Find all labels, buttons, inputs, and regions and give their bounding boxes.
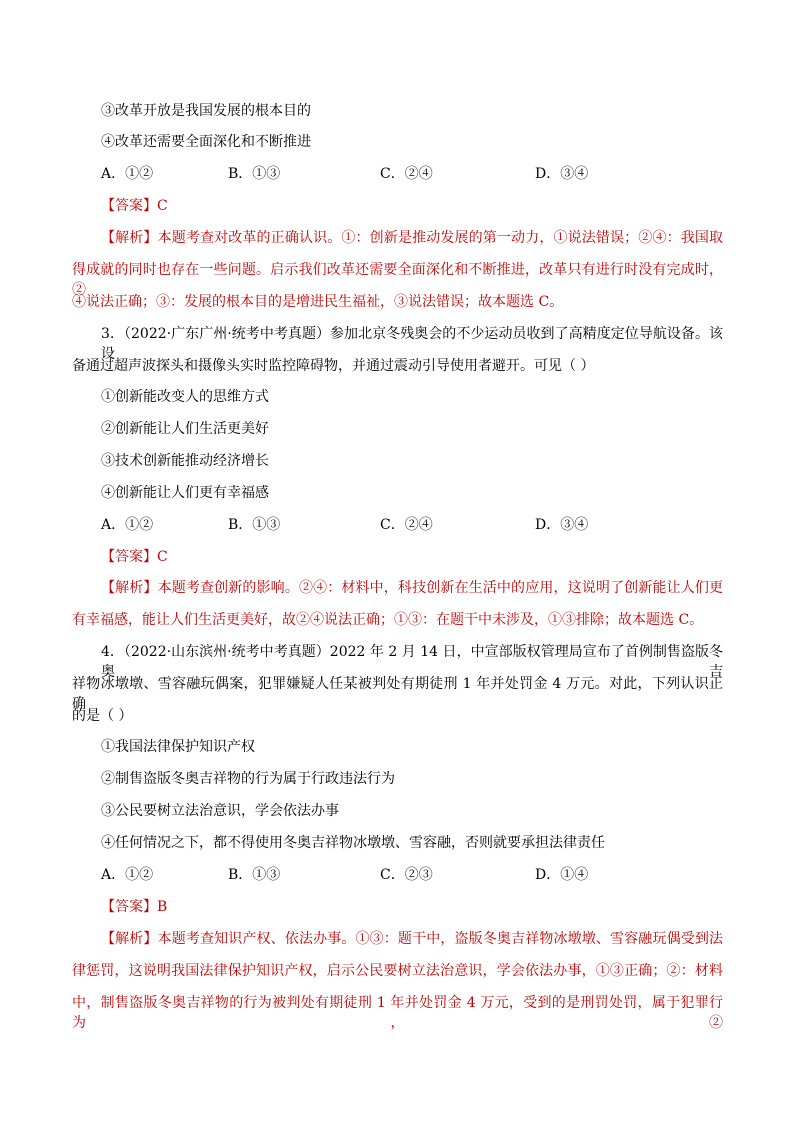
analysis-text: 本题考查知识产权、依法办事。①③：题干中，盗版冬奥吉祥物冰墩墩、雪容融玩偶受到法 (157, 931, 724, 947)
q3-statement-3: ③技术创新能推动经济增长 (101, 453, 269, 469)
q4-statement-1: ①我国法律保护知识产权 (101, 739, 255, 755)
analysis-text: 本题考查对改革的正确认识。①：创新是推动发展的第一动力，①说法错误；②④：我国取 (157, 230, 724, 246)
q3-analysis-line-1 (101, 578, 723, 598)
q4-stem-line-2: 祥物冰墩墩、雪容融玩偶案，犯罪嫌疑人任某被判处有期徒刑 1 年并处罚金 4 万元。对此，下列认识正确 (72, 676, 723, 712)
analysis-label: 【解析】 (101, 580, 158, 596)
q3-statement-2: ②创新能让人们生活更美好 (101, 421, 269, 437)
q3-stem-line-2: 备通过超声波探头和摄像头实时监控障碍物，并通过震动引导使用者避开。可见（ ） (72, 358, 595, 374)
q3-analysis-line-2: 有幸福感，能让人们生活更美好，故②④说法正确；①③：在题干中未涉及，①③排除；故本题选 C。 (72, 612, 704, 628)
q2-option-d: D．③④ (535, 166, 589, 182)
q2-answer (101, 196, 168, 216)
q3-option-c: C．②④ (380, 517, 433, 533)
q4-statement-3: ③公民要树立法治意识，学会依法办事 (101, 803, 339, 819)
q4-option-a: A．①② (101, 867, 154, 883)
q2-analysis-line-1 (101, 228, 723, 248)
q4-statement-2: ②制售盗版冬奥吉祥物的行为属于行政违法行为 (101, 771, 395, 787)
q2-option-c: C．②④ (380, 166, 433, 182)
q3-statement-4: ④创新能让人们更有幸福感 (101, 485, 269, 501)
q3-option-d: D．③④ (535, 517, 589, 533)
q4-answer (101, 897, 167, 917)
q2-statement-4: ④改革还需要全面深化和不断推进 (101, 134, 311, 150)
q2-option-b: B．①③ (228, 166, 281, 182)
q2-statement-3: ③改革开放是我国发展的根本目的 (101, 103, 311, 119)
analysis-text: 本题考查创新的影响。②④：材料中，科技创新在生活中的应用，这说明了创新能让人们更 (157, 580, 724, 596)
q3-stem-line-1: 3．（2022·广东广州·统考中考真题）参加北京冬残奥会的不少运动员收到了高精度定位导航设备。该设 (101, 326, 723, 362)
q4-analysis-line-1 (101, 929, 723, 949)
answer-value: C (157, 198, 168, 214)
q3-option-b: B．①③ (228, 517, 281, 533)
q4-analysis-line-3: 中，制售盗版冬奥吉祥物的行为被判处有期徒刑 1 年并处罚金 4 万元，受到的是刑罚处罚，属于犯罪行为，② (72, 995, 723, 1031)
q2-option-a: A．①② (101, 166, 154, 182)
q2-analysis-line-3: ④说法正确；③：发展的根本目的是增进民生福祉，③说法错误；故本题选 C。 (72, 294, 564, 310)
answer-label: 【答案】 (101, 198, 157, 214)
q3-option-a: A．①② (101, 517, 154, 533)
answer-value: B (157, 899, 168, 915)
q2-analysis-line-2: 得成就的同时也存在一些问题。启示我们改革还需要全面深化和不断推进，改革只有进行时没有完成时，② (72, 262, 723, 298)
q4-stem-line-3: 的是（ ） (72, 708, 133, 724)
analysis-label: 【解析】 (101, 230, 158, 246)
q3-answer (101, 547, 168, 567)
q3-statement-1: ①创新能改变人的思维方式 (101, 389, 269, 405)
q4-option-b: B．①③ (228, 867, 281, 883)
answer-value: C (157, 549, 168, 565)
q4-analysis-line-2: 律惩罚，这说明我国法律保护知识产权，启示公民要树立法治意识，学会依法办事，①③正确；②：材料 (72, 963, 723, 979)
analysis-label: 【解析】 (101, 931, 158, 947)
answer-label: 【答案】 (101, 899, 157, 915)
q4-statement-4: ④任何情况之下，都不得使用冬奥吉祥物冰墩墩、雪容融，否则就要承担法律责任 (101, 835, 605, 851)
q4-option-d: D．①④ (535, 867, 589, 883)
q4-stem-line-1: 4．（2022·山东滨州·统考中考真题）2022 年 2 月 14 日，中宣部版权管理局宣布了首例制售盗版冬奥吉 (101, 644, 723, 680)
q4-option-c: C．②③ (380, 867, 433, 883)
answer-label: 【答案】 (101, 549, 157, 565)
